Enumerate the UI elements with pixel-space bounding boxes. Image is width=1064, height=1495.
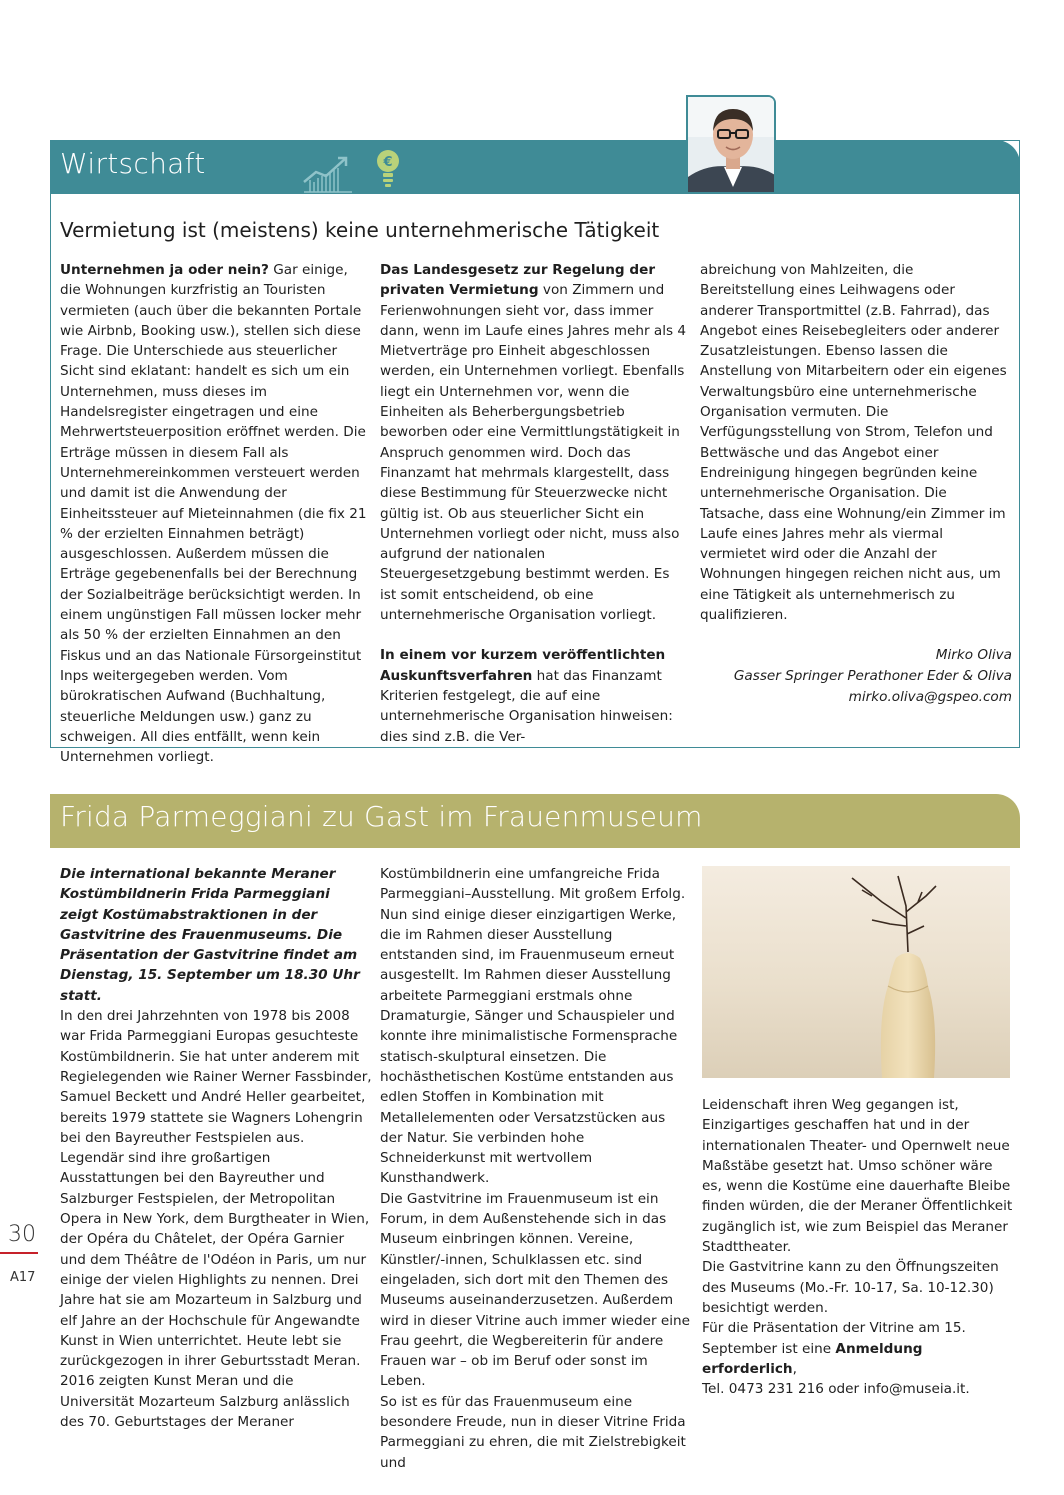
body-text: von Zimmern und Ferienwohnungen sieht vor, dass immer dann, wenn im Laufe eines Jahres mehr als 4 Mietverträge pro Einheit abgeschlossen werden, ein Unternehmen vorliegt. Ebenfalls liegt ein Unternehmen vor, wenn die Einheiten als Beherbergungsbetrieb beworben oder eine Vermittlungstätigkeit in Anspruch genommen wird. Doch das Finanzamt hat mehrmals klargestellt, dass diese Bestimmung für Steuerzwecke nicht gültig ist. Ob aus steuerlicher Sicht ein Unternehmen vorliegt oder nicht, muss also aufgrund der nationalen Steuergesetzgebung bestimmt werden. Es ist somit entscheidend, ob eine unternehmerische Organisation vorliegt. xyxy=(380,282,687,624)
costume-photo xyxy=(702,866,1010,1078)
signature xyxy=(700,645,1012,708)
page-number: 30 xyxy=(8,1222,36,1247)
author-name: Mirko Oliva xyxy=(935,647,1012,664)
body-text: abreichung von Mahlzeiten, die Bereitstellung eines Leihwagens oder anderer Transportmittel (z.B. Fahrrad), das Angebot eines Reisebegleiters oder anderer Zusatzleistungen. Ebenso lassen die Anstellung von Mitarbeitern oder ein eigenes Verwaltungsbüro eine unternehmerische Organisation vermuten. Die Verfügungsstellung von Strom, Telefon und Bettwäsche und das Angebot einer Endreinigung hingegen begründen keine unternehmerische Organisation. Die Tatsache, dass eine Wohnung/ein Zimmer im Laufe eines Jahres mehr als viermal vermietet wird oder die Anzahl der Wohnungen hingegen reichen nicht aus, um eine Tätigkeit als unternehmerisch zu qualifizieren. xyxy=(700,262,1007,624)
body-text: hat das Finanzamt Kriterien festgelegt, die auf eine unternehmerische Organisation hinweisen: dies sind z.B. die Ver- xyxy=(380,667,673,745)
frida-column-1 xyxy=(60,864,372,1432)
body-text: Für die Präsentation der Vitrine am 15. September ist eine xyxy=(702,1320,966,1357)
lead-paragraph: Die international bekannte Meraner Kostümbildnerin Frida Parmeggiani zeigt Kostümabstraktionen in der Gastvitrine des Frauenmuseums. Die Präsentation der Gastvitrine findet am Dienstag, 15. September um 18.30 Uhr statt. xyxy=(60,866,360,1004)
body-text: Kostümbildnerin eine umfangreiche Frida Parmeggiani–Ausstellung. Mit großem Erfolg. Nun sind einige dieser einzigartigen Werke, die im Rahmen dieser Ausstellung entstanden sind, im Frauenmuseum erneut ausgestellt. Im Rahmen dieser Ausstellung arbeitete Parmeggiani erstmals ohne Dramaturgie, Sänger und Schauspieler und konnte ihre minimalistische Formensprache statisch-skulptural einsetzen. Die hochästhetischen Kostüme entstanden aus edlen Stoffen in Kombination mit Metallelementen oder Versatzstücken aus der Natur. Sie verbinden hohe Schneiderkunst mit wertvollem Kunsthandwerk. xyxy=(380,866,686,1187)
article-column-1 xyxy=(60,260,370,767)
section-title-frida: Frida Parmeggiani zu Gast im Frauenmuseum xyxy=(60,800,703,833)
paragraph xyxy=(380,260,688,625)
svg-text:€: € xyxy=(383,155,393,170)
body-text: Leidenschaft ihren Weg gegangen ist, Einzigartiges geschaffen hat und in der internationalen Theater- und Opernwelt neue Maßstäbe gesetzt hat. Umso schöner wäre es, wenn die Kostüme eine dauerhafte Bleibe finden würden, die der Meraner Öffentlichkeit zugänglich ist, wie zum Beispiel das Meraner Stadttheater. xyxy=(702,1097,1013,1256)
page-number-rule xyxy=(0,1252,38,1254)
paragraph xyxy=(60,260,370,767)
article-column-3 xyxy=(700,260,1012,708)
body-text: Die Gastvitrine kann zu den Öffnungszeiten des Museums (Mo.-Fr. 10-17, Sa. 10-12.30) besichtigt werden. xyxy=(702,1259,999,1316)
lightbulb-euro-icon xyxy=(372,148,404,190)
body-text: Die Gastvitrine im Frauenmuseum ist ein Forum, in dem Außenstehende sich in das Museum einbringen können. Vereine, Künstler/-innen, Schulklassen etc. sind eingeladen, sich dort mit den Themen des Museums auseinanderzusetzen. Außerdem wird in dieser Vitrine auch immer wieder eine Frau geehrt, die Wegbereiterin für andere Frauen war – ob im Beruf oder sonst im Leben. xyxy=(380,1190,690,1390)
body-text: So ist es für das Frauenmuseum eine besondere Freude, nun in dieser Vitrine Frida Parmeggiani zu ehren, die mit Zielstrebigkeit und xyxy=(380,1393,686,1471)
body-text: In den drei Jahrzehnten von 1978 bis 2008 war Frida Parmeggiani Europas gesuchteste Kostümbildnerin. Sie hat unter anderem mit Regielegenden wie Rainer Werner Fassbinder, Samuel Beckett und André Heller gearbeitet, bereits 1979 stattete sie Wagners Lohengrin bei den Bayreuther Festspielen aus. Legendär sind ihre großartigen Ausstattungen bei den Bayreuther und Salzburger Festspielen, der Metropolitan Opera in New York, dem Burgtheater in Wien, der Opéra du Châtelet, der Opéra Garnier und dem Théâtre de l'Odéon in Paris, um nur einige der vielen Highlights zu nennen. Drei Jahre hat sie am Mozarteum in Salzburg und elf Jahre an der Hochschule für Angewandte Kunst in Wien unterrichtet. Heute lebt sie zurückgezogen in ihrer Geburtsstadt Meran. 2016 zeigten Kunst Meran und die Universität Mozarteum Salzburg anlässlich des 70. Geburtstages der Meraner xyxy=(60,1008,372,1431)
lead-question: Unternehmen ja oder nein? xyxy=(60,262,269,278)
paragraph xyxy=(702,1318,1014,1379)
body-text: , xyxy=(792,1360,797,1377)
author-email: mirko.oliva@gspeo.com xyxy=(848,689,1012,706)
frida-column-2 xyxy=(380,864,690,1473)
author-portrait xyxy=(686,95,776,194)
bold-phrase: Anmeldung erforderlich xyxy=(702,1340,923,1377)
bold-phrase: In einem vor kurzem veröffentlichten Auskunftsverfahren xyxy=(380,647,666,684)
chart-growth-icon xyxy=(300,152,356,194)
page-code: A17 xyxy=(10,1270,36,1285)
bold-phrase: Das Landesgesetz zur Regelung der privaten Vermietung xyxy=(380,262,656,299)
paragraph xyxy=(380,645,688,746)
contact-line: Tel. 0473 231 216 oder info@museia.it. xyxy=(702,1381,970,1398)
frida-column-3 xyxy=(702,1095,1014,1399)
section-title-wirtschaft: Wirtschaft xyxy=(60,147,206,180)
article-headline: Vermietung ist (meistens) keine unternehmerische Tätigkeit xyxy=(60,218,660,242)
article-column-2 xyxy=(380,260,688,747)
body-text: Gar einige, die Wohnungen kurzfristig an Touristen vermieten (auch über die bekannten Portale wie Airbnb, Booking usw.), stellen sich diese Frage. Die Unterschiede aus steuerlicher Sicht sind eklatant: handelt es sich um ein Unternehmen, muss dieses im Handelsregister eingetragen und eine Mehrwertsteuerposition eröffnet werden. Die Erträge müssen in diesem Fall als Unternehmereinkommen versteuert werden und damit ist die Anwendung der Einheitssteuer auf Mieteinnahmen (die fix 21 % der erzielten Einnahmen beträgt) ausgeschlossen. Außerdem müssen die Erträge gegebenenfalls bei der Berechnung der Sozialbeiträge berücksichtigt werden. In einem ungünstigen Fall müssen locker mehr als 50 % der erzielten Einnahmen an den Fiskus und an das Nationale Fürsorgeinstitut Inps weitergegeben werden. Vom bürokratischen Aufwand (Buchhaltung, steuerliche Meldungen usw.) ganz zu schweigen. All dies entfällt, wenn kein Unternehmen vorliegt. xyxy=(60,262,367,766)
author-firm: Gasser Springer Perathoner Eder & Oliva xyxy=(733,668,1012,685)
